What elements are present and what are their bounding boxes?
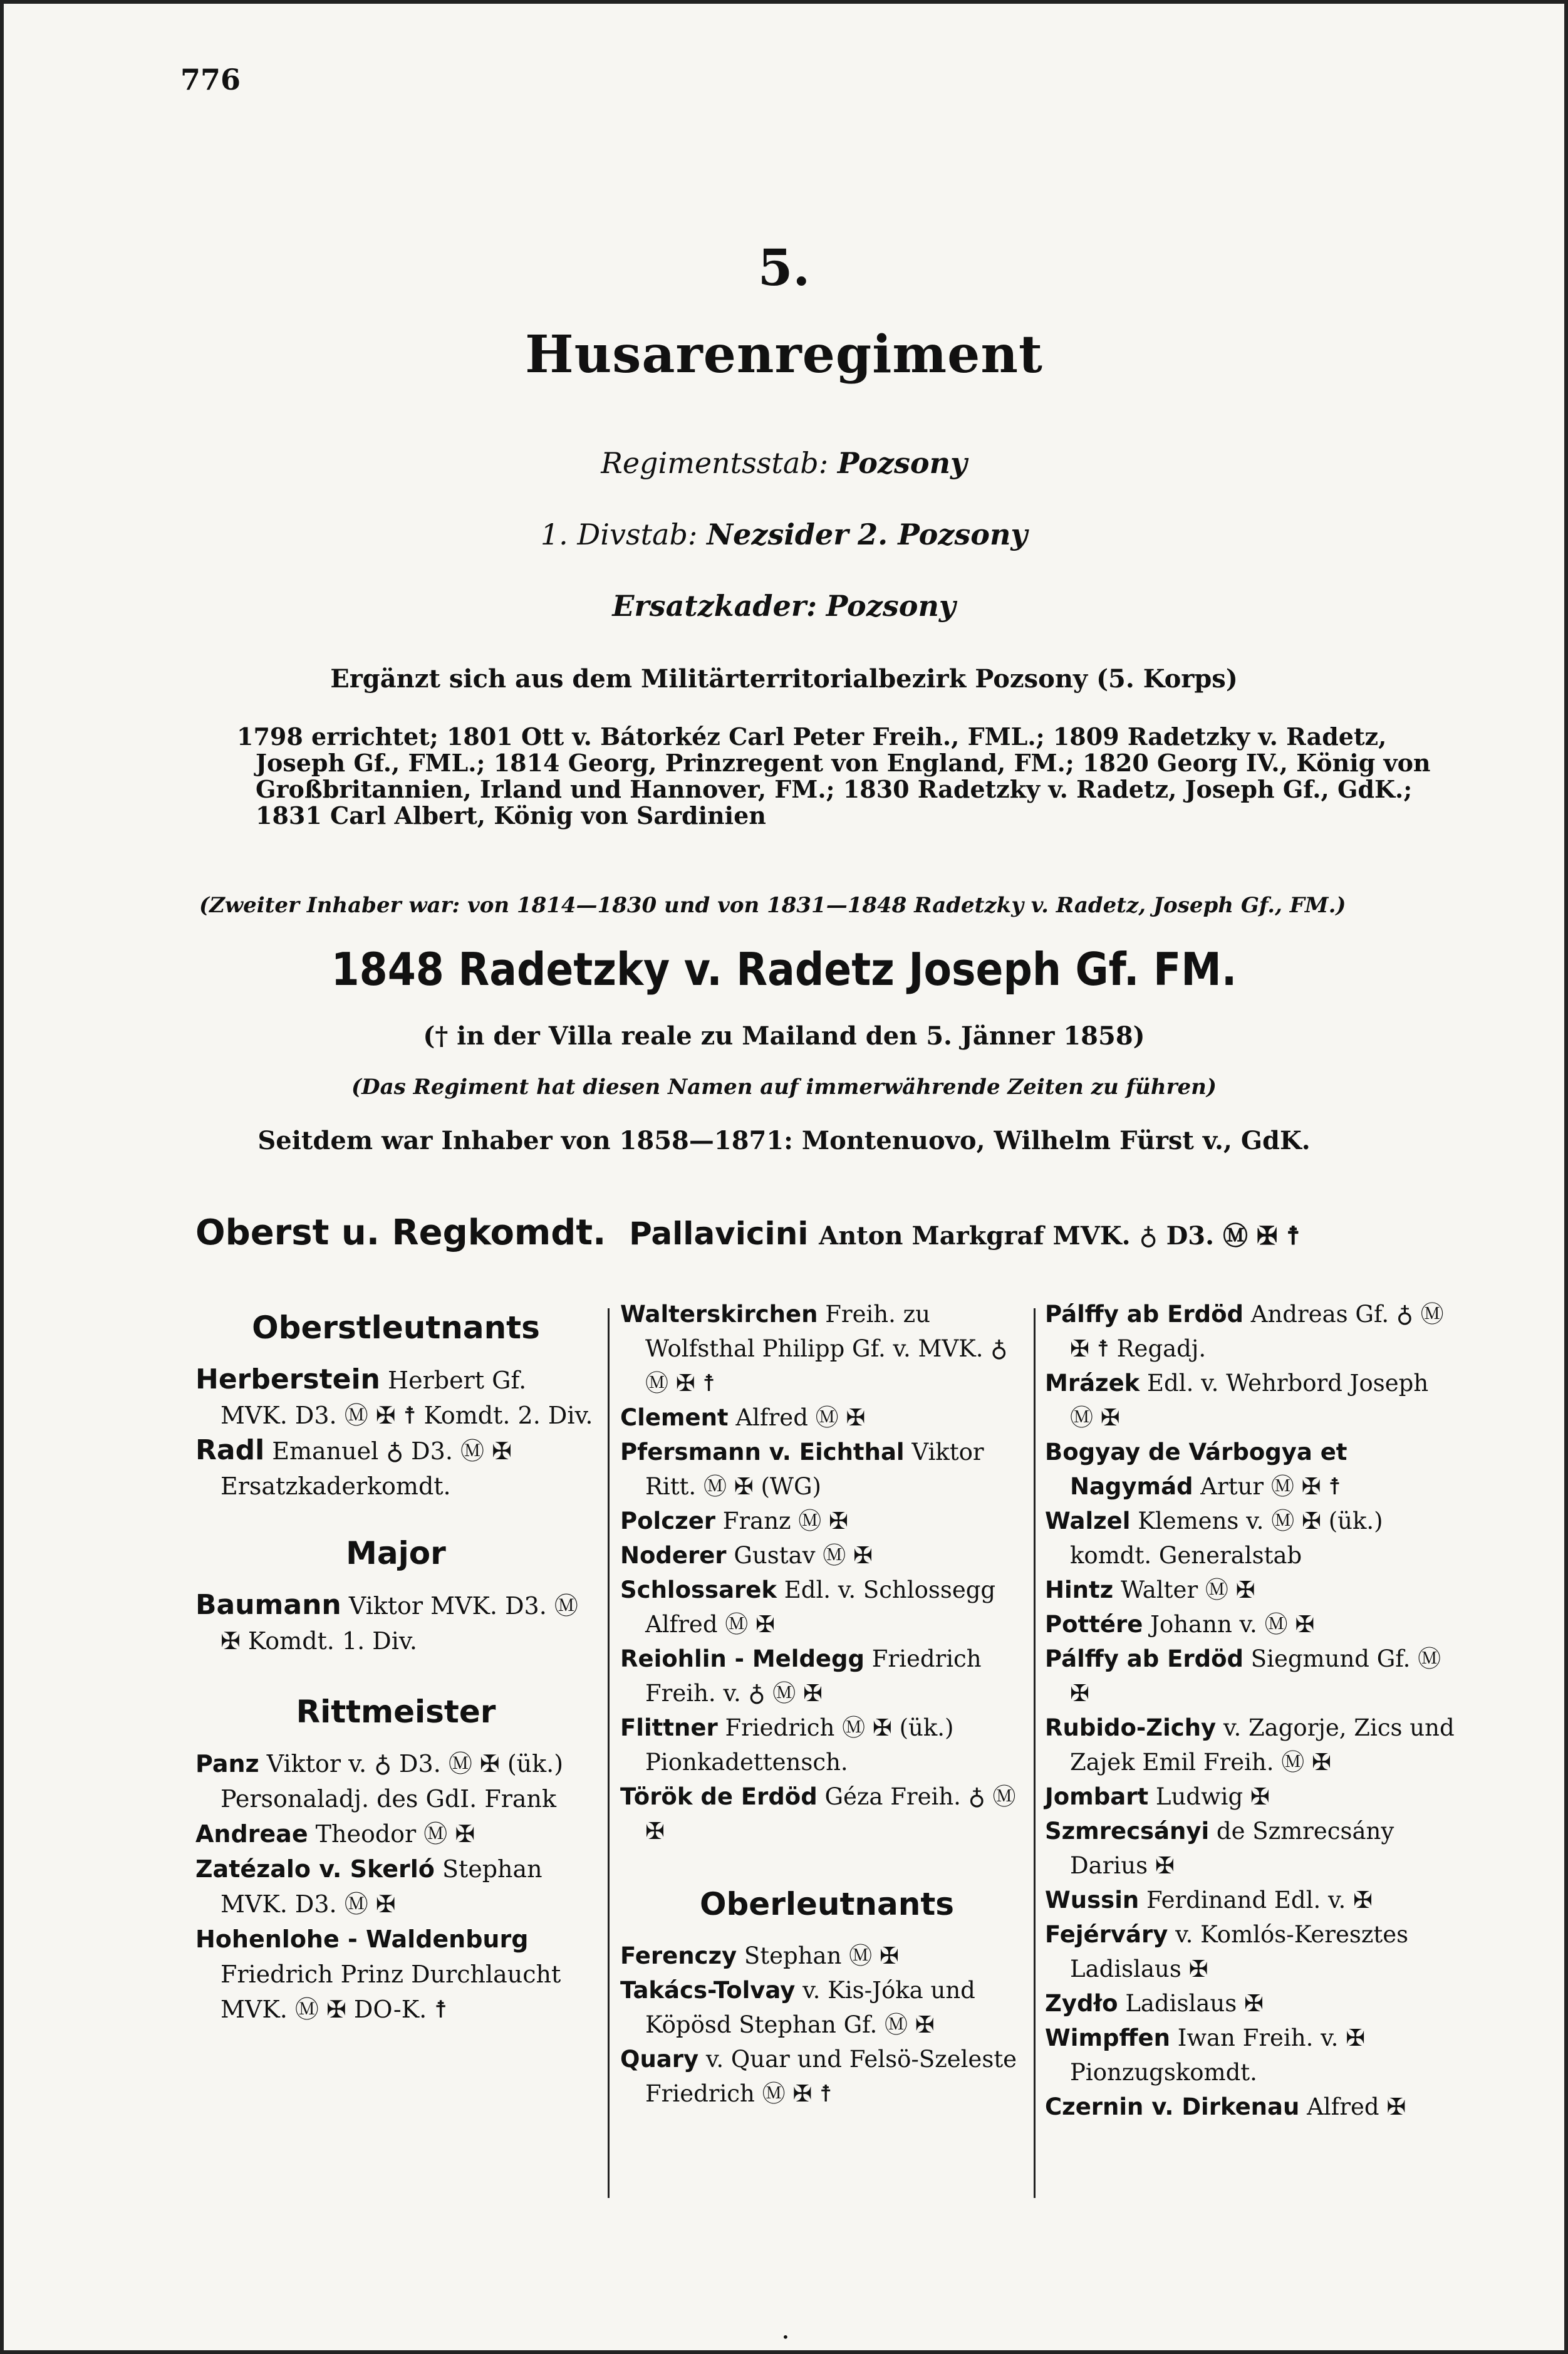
- oberstleutnants-heading: Oberstleutnants: [252, 1310, 540, 1346]
- officer-details: Alfred ✠: [1299, 2093, 1406, 2120]
- divstab-1: Nezsider: [707, 518, 849, 551]
- officer-details: Stephan MVK. D3. Ⓜ ✠: [221, 1855, 543, 1918]
- officer-name: Walterskirchen: [620, 1301, 818, 1328]
- oberst-details: Anton Markgraf MVK. ♁ D3. Ⓜ ✠ ☨: [819, 1221, 1301, 1251]
- rittmeister-heading: Rittmeister: [296, 1694, 496, 1730]
- officer-name: Baumann: [195, 1589, 341, 1621]
- officer-entry: [1045, 1917, 1458, 1986]
- officer-details: Géza Freih. ♁ Ⓜ ✠: [645, 1783, 1016, 1845]
- regimentsstab-value: Pozsony: [837, 446, 967, 480]
- officer-entry: [195, 1816, 596, 1851]
- column-3: [1045, 1297, 1458, 2124]
- officer-name: Czernin v. Dirkenau: [1045, 2093, 1300, 2120]
- oberleutnants-heading: Oberleutnants: [699, 1886, 954, 1922]
- officer-details: Artur Ⓜ ✠ ☨: [1193, 1473, 1341, 1500]
- ersatzkader-value: Pozsony: [826, 589, 956, 623]
- officer-entry: [620, 1435, 1034, 1504]
- officer-entry: [195, 1851, 596, 1922]
- officer-details: Edl. v. Schlossegg Alfred Ⓜ ✠: [645, 1576, 996, 1638]
- officer-details: Friedrich Ⓜ ✠ (ük.) Pionkadettensch.: [645, 1714, 954, 1776]
- officer-details: v. Quar und Felsö-Szeleste Friedrich Ⓜ ✠ ☨: [645, 2046, 1017, 2107]
- column-divider-left: [608, 1308, 610, 2198]
- officer-entry: [1045, 1814, 1458, 1883]
- officer-details: Johann v. Ⓜ ✠: [1143, 1611, 1315, 1638]
- column-2: [620, 1297, 1034, 2111]
- officer-entry: [1045, 1779, 1458, 1814]
- second-owner-note: (Zweiter Inhaber war: von 1814—1830 und von 1831—1848 Radetzky v. Radetz, Joseph Gf., FM.): [199, 893, 1346, 918]
- page-number: 776: [180, 63, 241, 96]
- officer-details: Stephan Ⓜ ✠: [737, 1942, 899, 1969]
- officer-entry: [195, 1746, 596, 1816]
- officer-details: Viktor v. ♁ D3. Ⓜ ✠ (ük.) Personaladj. des GdI. Frank: [221, 1750, 564, 1813]
- officer-entry: [1045, 1607, 1458, 1642]
- officer-entry: [620, 1400, 1034, 1435]
- oberst-name: Pallavicini: [629, 1216, 809, 1252]
- ersatzkader-line: [0, 589, 1568, 623]
- officer-name: Pálffy ab Erdöd: [1045, 1645, 1243, 1672]
- officer-details: Viktor Ritt. Ⓜ ✠ (WG): [645, 1439, 984, 1500]
- officer-details: Theodor Ⓜ ✠: [308, 1820, 475, 1848]
- officer-entry: [620, 1297, 1034, 1400]
- officer-entry: [1045, 2021, 1458, 2090]
- officer-name: Wimpffen: [1045, 2024, 1170, 2051]
- officer-name: Jombart: [1045, 1783, 1149, 1810]
- oberleutnants-list-1: [620, 1939, 1034, 2111]
- officer-details: Walter Ⓜ ✠: [1113, 1576, 1255, 1603]
- column-divider-right: [1034, 1308, 1036, 2198]
- officer-name: Takács-Tolvay: [620, 1977, 796, 2004]
- officer-details: Friedrich Prinz Durchlaucht MVK. Ⓜ ✠ DO-K. ☨: [221, 1961, 561, 2023]
- officer-entry: [620, 1504, 1034, 1538]
- officer-details: Gustav Ⓜ ✠: [726, 1542, 873, 1569]
- owner-death-note: († in der Villa reale zu Mailand den 5. Jänner 1858): [423, 1021, 1145, 1051]
- officer-name: Török de Erdöd: [620, 1783, 818, 1810]
- oberleutnants-list-2: [1045, 1297, 1458, 2124]
- officer-entry: [1045, 1297, 1458, 1366]
- officer-entry: [1045, 1366, 1458, 1435]
- officer-entry: [1045, 1504, 1458, 1573]
- officer-entry: [620, 1711, 1034, 1779]
- divstab-line: [0, 518, 1568, 551]
- officer-details: Alfred Ⓜ ✠: [728, 1404, 866, 1431]
- officer-entry: [195, 1362, 596, 1433]
- officer-name: Fejérváry: [1045, 1921, 1168, 1948]
- oberstleutnants-list: [195, 1362, 596, 1504]
- officer-details: Viktor MVK. D3. Ⓜ ✠ Komdt. 1. Div.: [221, 1592, 578, 1655]
- officer-name: Quary: [620, 2046, 699, 2073]
- officer-name: Zydło: [1045, 1990, 1118, 2017]
- officer-name: Schlossarek: [620, 1576, 777, 1603]
- regiment-title: Husarenregiment: [525, 325, 1043, 385]
- officer-entry: [195, 1433, 596, 1504]
- officer-entry: [620, 1538, 1034, 1573]
- divstab-label: 1. Divstab:: [540, 518, 698, 551]
- officer-entry: [620, 1642, 1034, 1711]
- officer-entry: [620, 1939, 1034, 1973]
- officer-details: v. Zagorje, Zics und Zajek Emil Freih. Ⓜ ✠: [1070, 1714, 1455, 1776]
- officer-details: Herbert Gf. MVK. D3. Ⓜ ✠ ☨ Komdt. 2. Div.: [221, 1367, 593, 1429]
- rittmeister-list-1: [195, 1746, 596, 2027]
- officer-details: Iwan Freih. v. ✠ Pionzugskomdt.: [1070, 2024, 1366, 2086]
- officer-details: Klemens v. Ⓜ ✠ (ük.) komdt. Generalstab: [1070, 1508, 1383, 1569]
- officer-name: Zatézalo v. Skerló: [195, 1855, 435, 1883]
- officer-entry: [1045, 2090, 1458, 2124]
- later-owner-line: Seitdem war Inhaber von 1858—1871: Montenuovo, Wilhelm Fürst v., GdK.: [257, 1126, 1311, 1155]
- officer-details: Ferdinand Edl. v. ✠: [1139, 1887, 1373, 1914]
- divstab-2: 2. Pozsony: [858, 518, 1028, 551]
- officer-name: Herberstein: [195, 1363, 380, 1395]
- officer-details: Friedrich Freih. v. ♁ Ⓜ ✠: [645, 1645, 982, 1707]
- officer-entry: [1045, 1711, 1458, 1779]
- oberst-line: [195, 1212, 1448, 1253]
- officer-entry: [620, 1973, 1034, 2042]
- officer-name: Hohenlohe - Waldenburg: [195, 1925, 529, 1953]
- officer-entry: [1045, 1883, 1458, 1917]
- officer-details: v. Kis-Jóka und Köpösd Stephan Gf. Ⓜ ✠: [645, 1977, 975, 2038]
- officer-entry: [1045, 1435, 1458, 1504]
- officer-entry: [195, 1922, 596, 2027]
- regiment-history: 1798 errichtet; 1801 Ott v. Bátorkéz Carl Peter Freih., FML.; 1809 Radetzky v. Radetz, Joseph Gf., FML.; 1814 Georg, Prinzregent von England, FM.; 1820 Georg IV., König von Großbritannien, Irland und Hannover, FM.; 1830 Radetzky v. Radetz, Joseph Gf., GdK.; 1831 Carl Albert, König von Sardinien: [237, 722, 1431, 830]
- officer-entry: [620, 1573, 1034, 1642]
- officer-entry: [620, 2042, 1034, 2111]
- officer-entry: [1045, 1642, 1458, 1711]
- oberst-rank: Oberst u. Regkomdt.: [195, 1212, 606, 1253]
- regimentsstab-label: Regimentsstab:: [601, 446, 829, 480]
- officer-name: Pottére: [1045, 1611, 1143, 1638]
- officer-name: Noderer: [620, 1542, 727, 1569]
- major-heading: Major: [346, 1535, 446, 1571]
- rittmeister-list-2: [620, 1297, 1034, 1848]
- officer-entry: [620, 1779, 1034, 1848]
- regiment-number: 5.: [757, 238, 811, 297]
- officer-details: Emanuel ♁ D3. Ⓜ ✠ Ersatzkaderkomdt.: [221, 1437, 512, 1500]
- ergaenzt-line: Ergänzt sich aus dem Militärterritorialbezirk Pozsony (5. Korps): [330, 664, 1238, 694]
- regimentsstab-line: [0, 446, 1568, 480]
- officer-name: Wussin: [1045, 1887, 1140, 1914]
- officer-name: Flittner: [620, 1714, 718, 1741]
- officer-name: Reiohlin - Meldegg: [620, 1645, 864, 1672]
- officer-name: Rubido-Zichy: [1045, 1714, 1217, 1741]
- officer-name: Walzel: [1045, 1508, 1131, 1534]
- officer-details: Ladislaus ✠: [1118, 1990, 1264, 2017]
- officer-details: Ludwig ✠: [1148, 1783, 1270, 1810]
- officer-name: Pálffy ab Erdöd: [1045, 1301, 1243, 1328]
- officer-entry: [1045, 1986, 1458, 2021]
- officer-name: Ferenczy: [620, 1942, 737, 1969]
- officer-name: Mrázek: [1045, 1370, 1140, 1397]
- regiment-name-note: (Das Regiment hat diesen Namen auf immerwährende Zeiten zu führen): [351, 1075, 1217, 1100]
- officer-name: Panz: [195, 1750, 259, 1778]
- officer-name: Andreae: [195, 1820, 308, 1848]
- officer-name: Radl: [195, 1434, 265, 1466]
- major-list: [195, 1588, 596, 1659]
- column-1: [195, 1297, 596, 2027]
- officer-entry: [195, 1588, 596, 1659]
- officer-details: v. Komlós-Keresztes Ladislaus ✠: [1070, 1921, 1409, 1982]
- officer-name: Polczer: [620, 1508, 716, 1534]
- officer-name: Bogyay de Várbogya et Nagymád: [1045, 1439, 1347, 1500]
- owner-heading: 1848 Radetzky v. Radetz Joseph Gf. FM.: [331, 943, 1237, 996]
- page-bottom-dot: •: [782, 2330, 789, 2345]
- officer-details: Andreas Gf. ♁ Ⓜ ✠ ☨ Regadj.: [1070, 1301, 1444, 1362]
- officer-details: Edl. v. Wehrbord Joseph Ⓜ ✠: [1070, 1370, 1429, 1431]
- ersatzkader-label: Ersatzkader:: [612, 589, 818, 623]
- officer-name: Szmrecsányi: [1045, 1818, 1210, 1845]
- officer-name: Pfersmann v. Eichthal: [620, 1439, 905, 1466]
- officer-details: Franz Ⓜ ✠: [715, 1508, 849, 1534]
- officer-name: Hintz: [1045, 1576, 1114, 1603]
- officer-details: Freih. zu Wolfsthal Philipp Gf. v. MVK. ♁ Ⓜ ✠ ☨: [645, 1301, 1008, 1397]
- officer-name: Clement: [620, 1404, 729, 1431]
- officer-entry: [1045, 1573, 1458, 1607]
- officer-details: Siegmund Gf. Ⓜ ✠: [1070, 1645, 1441, 1707]
- officer-details: de Szmrecsány Darius ✠: [1070, 1818, 1394, 1879]
